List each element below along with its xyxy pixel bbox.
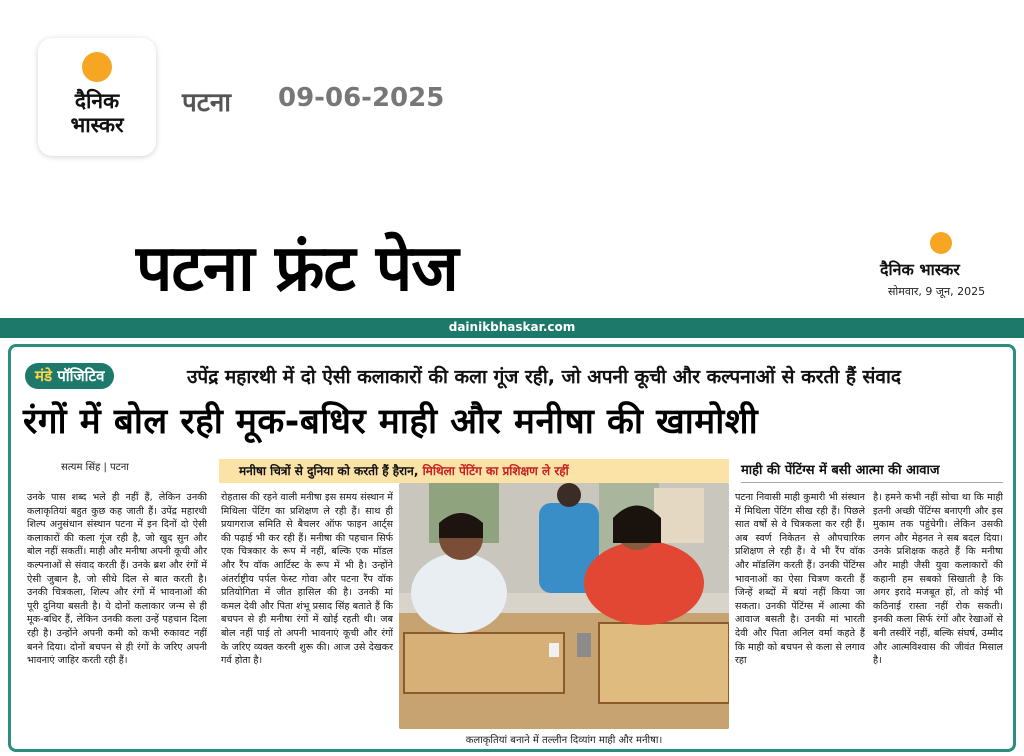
page-title: पटना फ्रंट पेज [136,232,458,306]
article-column-2: रोहतास की रहने वाली मनीषा इस समय संस्थान में मिथिला पेंटिंग का प्रशिक्षण ले रही हैं। साथ ही प्रयागराज समिति से बैचलर ऑफ फाइन आर्ट्स की पढ़ाई भी कर रही हैं। मनीषा की पहचान सिर्फ एक चित्रकार के रूप में नहीं, बल्कि एक मॉडल और रैंप वॉक आर्टिस्ट के रूप में भी है। उन्होंने अंतर्राष्ट्रीय पर्पल फेस्ट गोवा और पटना रैंप वॉक प्रतियोगिता में जीत हासिल की है। उनकी मां कमल देवी और पिता शंभू प्रसाद सिंह बताते हैं कि बचपन से ही मनीषा रंगों में खोई रहती थी। जब बोल नहीं पाई तो अपनी भावनाएं कूची और रंगों के जरिए व्यक्त करनी शुरू की। आज उसे देखकर गर्व होता है। [221,492,393,667]
monday-positive-badge [25,363,114,389]
app-header [0,0,1024,200]
byline: सत्यम सिंह | पटना [61,462,129,473]
website-url: dainikbhaskar.com [448,320,576,334]
masthead-name: दैनिक भास्कर [880,260,960,279]
website-bar [0,318,1024,338]
masthead-date: सोमवार, 9 जून, 2025 [888,285,986,298]
article-column-1: उनके पास शब्द भले ही नहीं हैं, लेकिन उनकी कलाकृतियां बहुत कुछ कह जाती हैं। उपेंद्र महारथी शिल्प अनुसंधान संस्थान पटना में इन दिनों दो ऐसी कलाकारों की कला गूंज रही है, जो खुद सुन और बोल नहीं सकतीं। माही और मनीषा अपनी कूची और कल्पनाओं से संवाद करती हैं। उनके ब्रश और रंगों में ऐसी जुबान है, जो सीधे दिल से बात करती है। उनकी चित्रकला, शिल्प और रंगों में भावनाओं की पूरी दुनिया बसती है। ये दोनों कलाकार जन्म से ही मूक-बधिर हैं, लेकिन उनकी कला उन्हें पहचान दिला रही है। उन्होंने अपनी कमी को कभी रुकावट नहीं बनने दिया। दोनों बचपन से ही रंगों के जरिए अपनी भावनाएं जाहिर करती रही हैं। [27,492,207,667]
article-column-3: पटना निवासी माही कुमारी भी संस्थान में मिथिला पेंटिंग सीख रही हैं। पिछले सात वर्षों से वे चित्रकला कर रही हैं। अब स्वर्ण निकेतन से औपचारिक प्रशिक्षण ले रही हैं। वे भी रैंप वॉक और मॉडलिंग करती हैं। उनकी पेंटिंग्स भावनाओं का ऐसा चित्रण करती हैं जिन्हें शब्दों में बयां नहीं किया जा सकता। उनकी पेंटिंग्स में आत्मा की आवाज बसती है। उनकी मां भारती देवी और पिता अनिल वर्मा कहते हैं कि माही को बचपन से कला से लगाव रहा [735,492,865,667]
sun-icon [82,52,112,82]
article-headline: रंगों में बोल रही मूक-बधिर माही और मनीषा की खामोशी [23,402,759,442]
subhead-manisha [219,459,729,483]
photo-caption: कलाकृतियां बनाने में तल्लीन दिव्यांग माही और मनीषा। [465,735,663,746]
edition-city: पटना [182,88,232,118]
article-frame [8,344,1016,752]
dainik-bhaskar-logo[interactable] [38,38,156,156]
masthead-sun-icon [930,232,952,254]
edition-date: 09-06-2025 [278,83,445,113]
badge-text-a: मंडे [35,367,52,385]
logo-line-2: भास्कर [70,113,124,137]
subhead-manisha-a: मनीषा चित्रों से दुनिया को करती हैं हैरान, [239,464,419,478]
badge-text-b: पॉजिटिव [57,367,105,385]
subhead-manisha-b: मिथिला पेंटिंग का प्रशिक्षण ले रहीं [422,464,569,478]
logo-line-1: दैनिक [74,89,120,113]
article-photo [399,483,729,729]
article-column-4: है। हमने कभी नहीं सोचा था कि माही इतनी अच्छी पेंटिंग्स बनाएगी और इस मुकाम तक पहुंचेगी। लेकिन उसकी लगन और मेहनत ने सब बदल दिया। उनके प्रशिक्षक कहते हैं कि मनीषा और माही जैसी युवा कलाकारों की कहानी हम सबको सिखाती है कि अगर इरादे मजबूत हों, तो कोई भी कठिनाई रास्ता नहीं रोक सकती। इनकी कला सिर्फ रंगों और रेखाओं से बनी तस्वीरें नहीं, बल्कि संघर्ष, उम्मीद और आत्मविश्वास की जीवंत मिसाल है। [873,492,1003,667]
artists-painting-illustration [399,483,729,729]
article-kicker: उपेंद्र महारथी में दो ऐसी कलाकारों की कला गूंज रही, जो अपनी कूची और कल्पनाओं से करती हैं संवाद [187,366,901,388]
subhead-mahi: माही की पेंटिंग्स में बसी आत्मा की आवाज [741,459,1003,483]
